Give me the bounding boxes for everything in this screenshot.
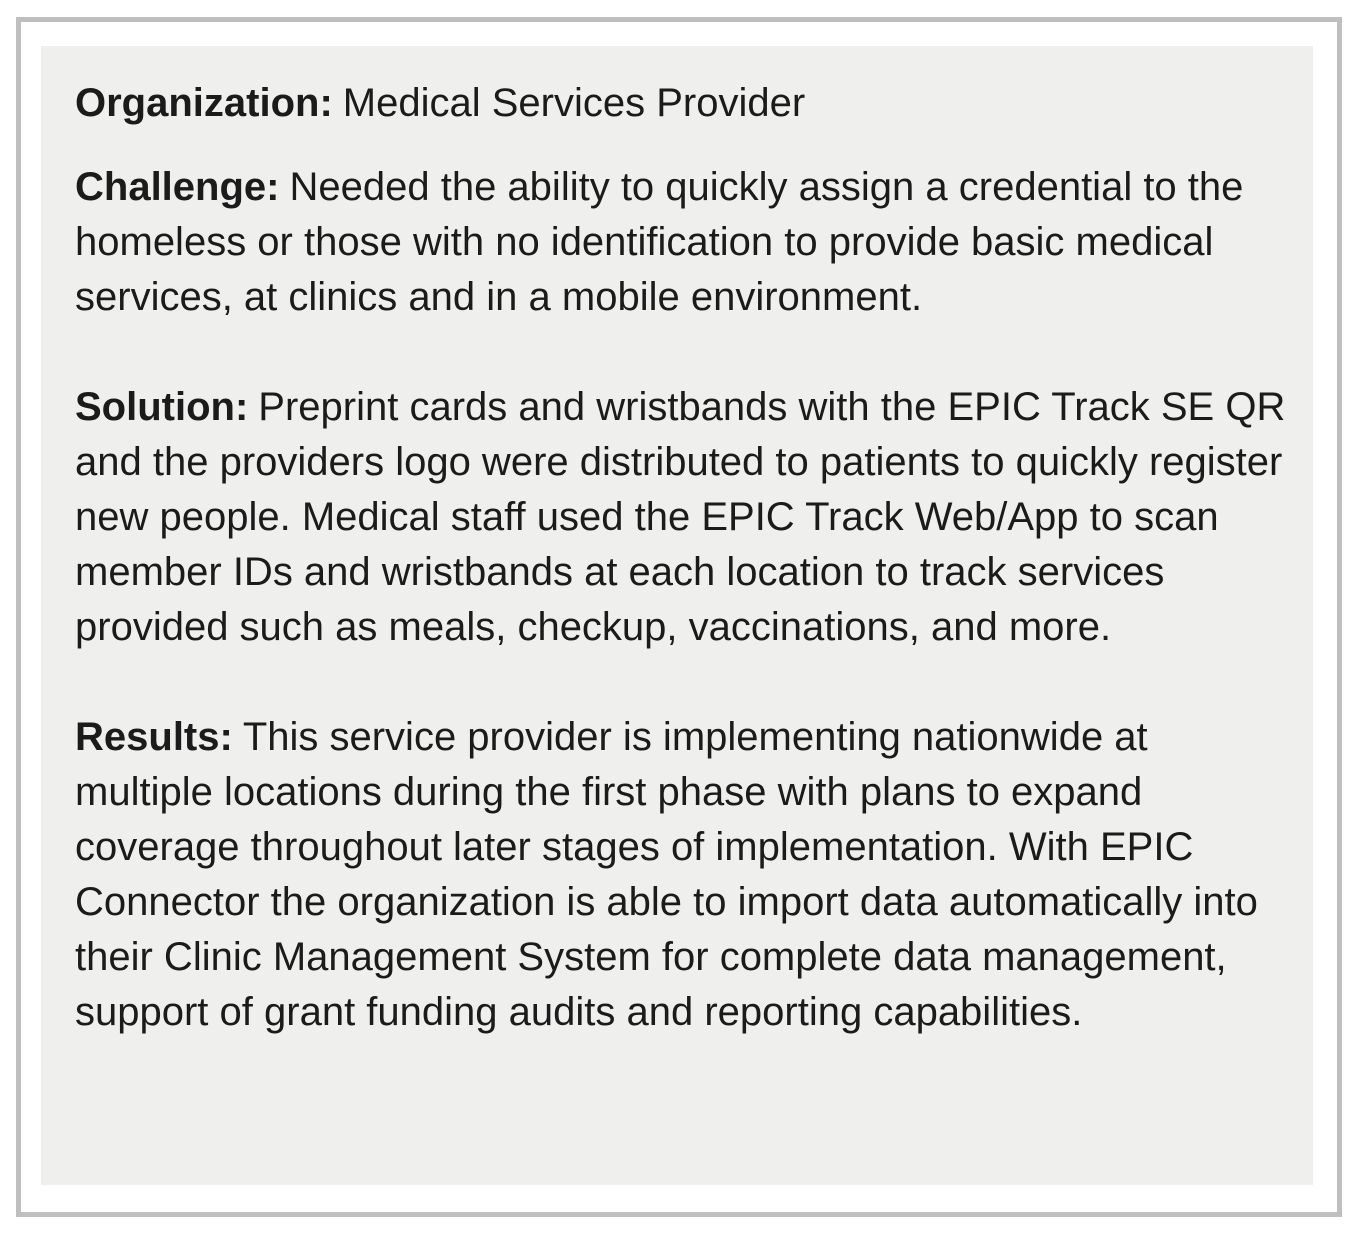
results-text: This service provider is implementing nationwide at multiple locations during the first phase with plans to expand coverage throughout later stages of implementation. With EPIC Connector the organization is able to import data automatically into their Clinic Management System for complete data management, support of grant funding audits and reporting capabilities. — [75, 715, 1258, 1034]
spacer — [75, 655, 1295, 710]
spacer — [75, 325, 1295, 380]
solution-label: Solution: — [75, 385, 249, 429]
challenge-paragraph — [75, 160, 1295, 325]
results-paragraph — [75, 710, 1295, 1040]
challenge-text: Needed the ability to quickly assign a credential to the homeless or those with no identification to provide basic medical services, at clinics and in a mobile environment. — [75, 165, 1244, 319]
organization-paragraph — [75, 76, 1295, 131]
case-study-panel — [41, 46, 1313, 1185]
case-study-frame — [16, 17, 1342, 1217]
challenge-label: Challenge: — [75, 165, 280, 209]
spacer — [75, 131, 1295, 160]
organization-text: Medical Services Provider — [342, 81, 806, 125]
solution-paragraph — [75, 380, 1295, 655]
results-label: Results: — [75, 715, 233, 759]
solution-text: Preprint cards and wristbands with the EPIC Track SE QR and the providers logo were distributed to patients to quickly register new people. Medical staff used the EPIC Track Web/App to scan member IDs and wristbands at each location to track services provided such as meals, checkup, vaccinations, and more. — [75, 385, 1286, 649]
case-study-content — [75, 76, 1295, 1040]
organization-label: Organization: — [75, 81, 333, 125]
